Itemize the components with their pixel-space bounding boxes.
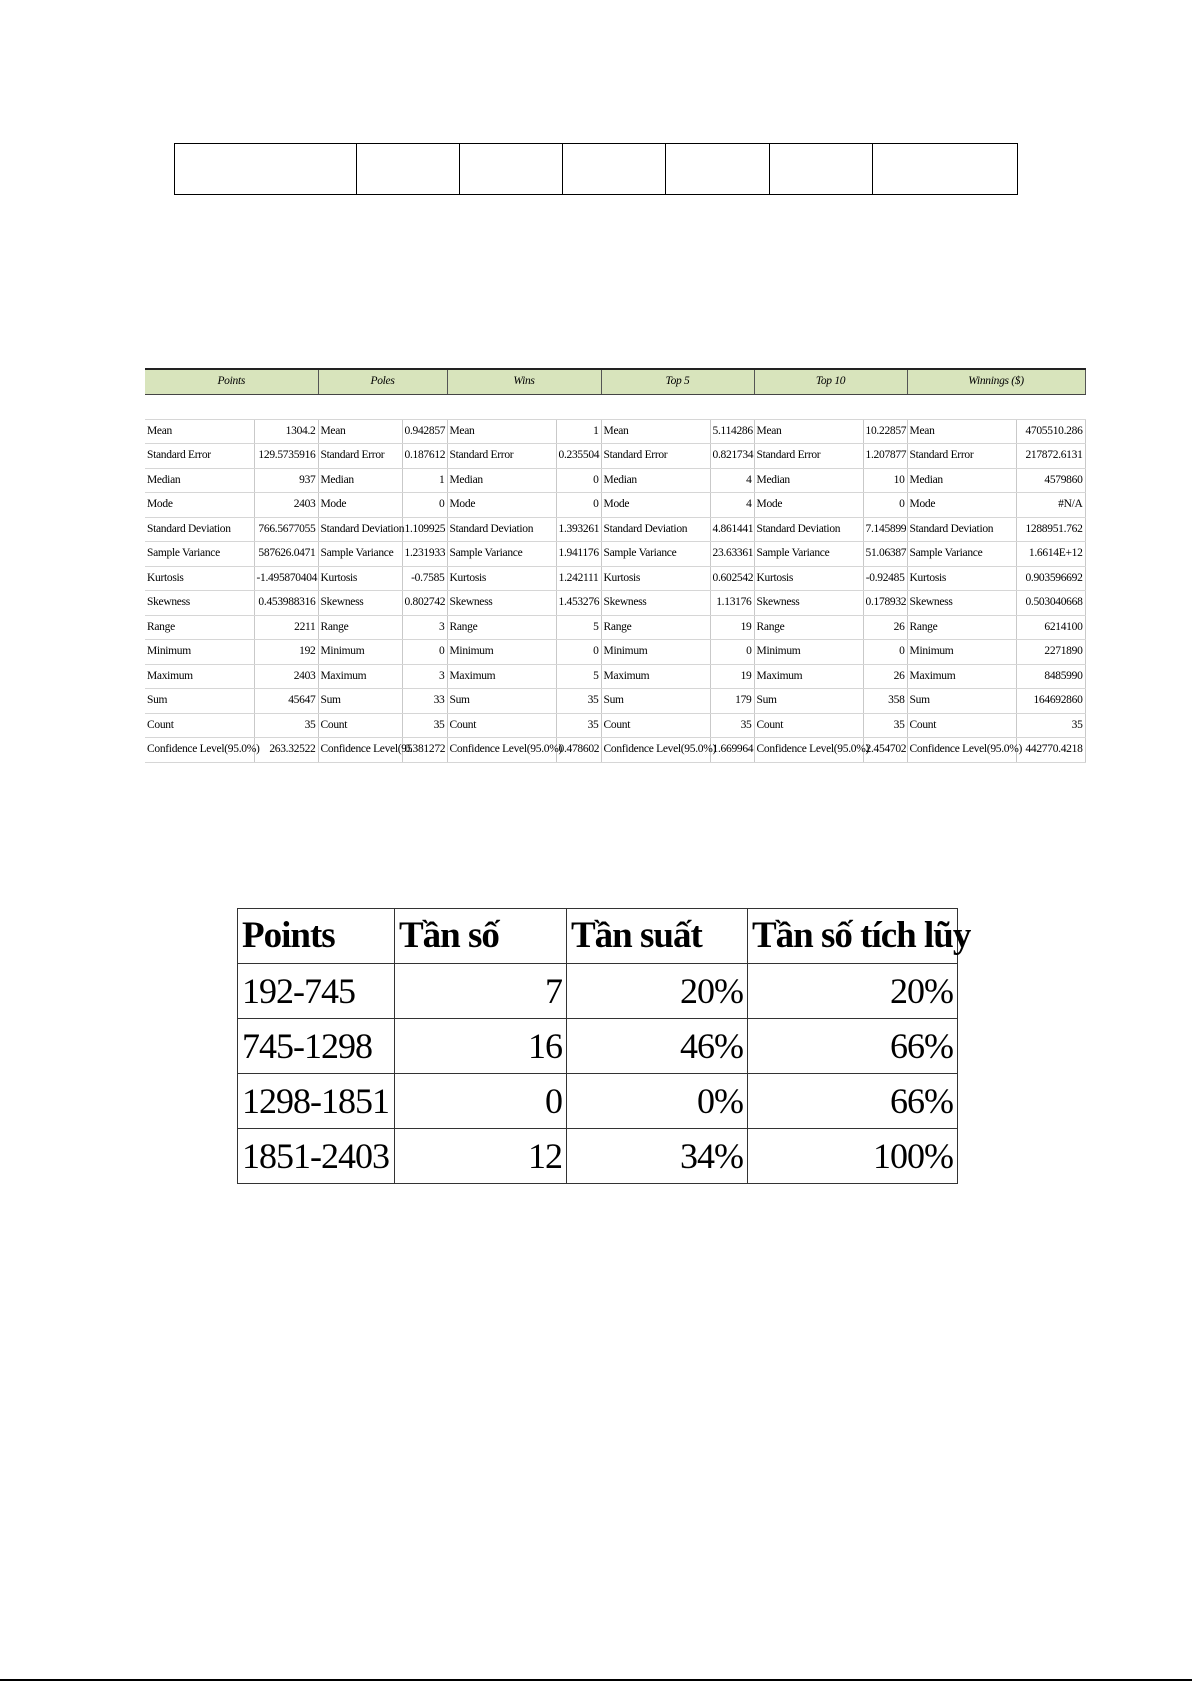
stats-label-cell: Median	[907, 468, 1016, 493]
stats-value-cell: 3	[402, 615, 447, 640]
stats-value-cell: 35	[863, 713, 907, 738]
stats-blank-cell	[754, 394, 863, 419]
stats-blank-cell	[447, 394, 556, 419]
freq-value-cell: 16	[395, 1019, 567, 1074]
stats-value-cell: 1304.2	[254, 419, 318, 444]
stats-label-cell: Kurtosis	[318, 566, 402, 591]
stats-label-cell: Range	[601, 615, 710, 640]
stats-value-cell: 2211	[254, 615, 318, 640]
stats-label-cell: Confidence Level(95.0%)	[754, 738, 863, 763]
stats-label-cell: Minimum	[754, 640, 863, 665]
empty-table	[174, 143, 1018, 195]
stats-label-cell: Sample Variance	[601, 542, 710, 567]
stats-value-cell: 0	[863, 640, 907, 665]
stats-value-cell: 35	[254, 713, 318, 738]
stats-value-cell: 5	[556, 615, 601, 640]
stats-value-cell: 1.6614E+12	[1016, 542, 1085, 567]
stats-row	[145, 640, 1085, 665]
stats-value-cell: 2403	[254, 664, 318, 689]
stats-value-cell: 0.235504	[556, 444, 601, 469]
freq-value-cell: 34%	[567, 1129, 748, 1184]
stats-label-cell: Sample Variance	[447, 542, 556, 567]
freq-value-cell: 12	[395, 1129, 567, 1184]
stats-value-cell: 1.941176	[556, 542, 601, 567]
freq-row	[238, 1074, 958, 1129]
stats-label-cell: Mean	[601, 419, 710, 444]
stats-blank-cell	[318, 394, 402, 419]
stats-row	[145, 444, 1085, 469]
stats-value-cell: 358	[863, 689, 907, 714]
stats-label-cell: Mode	[601, 493, 710, 518]
stats-label-cell: Standard Error	[601, 444, 710, 469]
stats-label-cell: Kurtosis	[145, 566, 254, 591]
stats-value-cell: 0.821734	[710, 444, 754, 469]
stats-blank-row	[145, 394, 1085, 419]
freq-value-cell: 0	[395, 1074, 567, 1129]
stats-label-cell: Skewness	[907, 591, 1016, 616]
stats-value-cell: 4	[710, 468, 754, 493]
stats-label-cell: Median	[601, 468, 710, 493]
stats-label-cell: Sample Variance	[907, 542, 1016, 567]
descriptive-stats-figure	[145, 368, 1085, 762]
stats-row	[145, 615, 1085, 640]
stats-label-cell: Count	[754, 713, 863, 738]
stats-label-cell: Confidence Level(95.0%)	[601, 738, 710, 763]
stats-value-cell: 1.393261	[556, 517, 601, 542]
stats-row	[145, 713, 1085, 738]
stats-label-cell: Sum	[601, 689, 710, 714]
stats-value-cell: 1.669964	[710, 738, 754, 763]
freq-value-cell: 20%	[748, 964, 958, 1019]
freq-range-cell: 745-1298	[238, 1019, 395, 1074]
stats-label-cell: Range	[907, 615, 1016, 640]
stats-label-cell: Range	[145, 615, 254, 640]
stats-value-cell: 0	[556, 468, 601, 493]
stats-value-cell: 19	[710, 664, 754, 689]
freq-column-header: Points	[238, 909, 395, 964]
stats-label-cell: Kurtosis	[447, 566, 556, 591]
stats-value-cell: 35	[402, 713, 447, 738]
stats-column-header: Winnings ($)	[907, 369, 1085, 394]
stats-label-cell: Kurtosis	[754, 566, 863, 591]
freq-row	[238, 1019, 958, 1074]
freq-value-cell: 20%	[567, 964, 748, 1019]
stats-label-cell: Standard Deviation	[601, 517, 710, 542]
stats-label-cell: Standard Deviation	[907, 517, 1016, 542]
stats-label-cell: Kurtosis	[907, 566, 1016, 591]
stats-value-cell: 2271890	[1016, 640, 1085, 665]
stats-value-cell: 0.802742	[402, 591, 447, 616]
stats-label-cell: Count	[447, 713, 556, 738]
stats-label-cell: Median	[447, 468, 556, 493]
freq-row	[238, 1129, 958, 1184]
stats-value-cell: 442770.4218	[1016, 738, 1085, 763]
frequency-table	[237, 908, 971, 1184]
stats-value-cell: 1	[402, 468, 447, 493]
freq-range-cell: 192-745	[238, 964, 395, 1019]
stats-label-cell: Minimum	[318, 640, 402, 665]
stats-row	[145, 591, 1085, 616]
stats-label-cell: Confidence Level(95.0%)	[907, 738, 1016, 763]
stats-value-cell: 4705510.286	[1016, 419, 1085, 444]
stats-label-cell: Mode	[447, 493, 556, 518]
freq-column-header: Tần số	[395, 909, 567, 964]
stats-label-cell: Minimum	[447, 640, 556, 665]
stats-value-cell: 2.454702	[863, 738, 907, 763]
empty-cell	[563, 144, 666, 195]
stats-label-cell: Mode	[145, 493, 254, 518]
stats-label-cell: Sum	[145, 689, 254, 714]
stats-value-cell: 0.381272	[402, 738, 447, 763]
stats-label-cell: Mode	[318, 493, 402, 518]
freq-value-cell: 66%	[748, 1019, 958, 1074]
stats-label-cell: Sample Variance	[318, 542, 402, 567]
freq-range-cell: 1298-1851	[238, 1074, 395, 1129]
stats-value-cell: 6214100	[1016, 615, 1085, 640]
stats-column-header: Points	[145, 369, 318, 394]
empty-cell	[357, 144, 460, 195]
stats-row	[145, 419, 1085, 444]
stats-value-cell: 3	[402, 664, 447, 689]
stats-value-cell: 1.242111	[556, 566, 601, 591]
stats-label-cell: Median	[145, 468, 254, 493]
stats-value-cell: 179	[710, 689, 754, 714]
stats-value-cell: 0	[556, 493, 601, 518]
stats-label-cell: Skewness	[754, 591, 863, 616]
stats-value-cell: 129.5735916	[254, 444, 318, 469]
stats-label-cell: Median	[754, 468, 863, 493]
stats-value-cell: 0.503040668	[1016, 591, 1085, 616]
stats-label-cell: Mean	[754, 419, 863, 444]
stats-value-cell: -0.7585	[402, 566, 447, 591]
stats-blank-cell	[402, 394, 447, 419]
stats-value-cell: 4579860	[1016, 468, 1085, 493]
stats-label-cell: Range	[754, 615, 863, 640]
stats-label-cell: Sum	[447, 689, 556, 714]
stats-value-cell: 0	[402, 493, 447, 518]
stats-value-cell: 26	[863, 664, 907, 689]
stats-row	[145, 493, 1085, 518]
stats-label-cell: Mode	[907, 493, 1016, 518]
freq-value-cell: 7	[395, 964, 567, 1019]
stats-label-cell: Standard Deviation	[447, 517, 556, 542]
empty-cell	[873, 144, 1018, 195]
stats-label-cell: Standard Error	[754, 444, 863, 469]
stats-label-cell: Maximum	[145, 664, 254, 689]
stats-value-cell: 5.114286	[710, 419, 754, 444]
stats-label-cell: Range	[318, 615, 402, 640]
stats-value-cell: 192	[254, 640, 318, 665]
stats-row	[145, 542, 1085, 567]
stats-label-cell: Standard Error	[318, 444, 402, 469]
stats-row	[145, 517, 1085, 542]
stats-label-cell: Mean	[145, 419, 254, 444]
stats-label-cell: Mean	[907, 419, 1016, 444]
stats-label-cell: Sum	[907, 689, 1016, 714]
freq-value-cell: 0%	[567, 1074, 748, 1129]
stats-label-cell: Range	[447, 615, 556, 640]
stats-row	[145, 664, 1085, 689]
stats-value-cell: 0.178932	[863, 591, 907, 616]
stats-value-cell: 35	[556, 713, 601, 738]
stats-label-cell: Standard Error	[907, 444, 1016, 469]
freq-value-cell: 66%	[748, 1074, 958, 1129]
empty-table-row	[175, 144, 1018, 195]
stats-row	[145, 468, 1085, 493]
descriptive-stats-table	[145, 368, 1086, 763]
stats-blank-cell	[1016, 394, 1085, 419]
stats-value-cell: 0.187612	[402, 444, 447, 469]
stats-column-header: Wins	[447, 369, 601, 394]
empty-cell	[666, 144, 770, 195]
stats-value-cell: 1.13176	[710, 591, 754, 616]
freq-value-cell: 46%	[567, 1019, 748, 1074]
stats-label-cell: Kurtosis	[601, 566, 710, 591]
stats-label-cell: Standard Deviation	[754, 517, 863, 542]
stats-blank-cell	[145, 394, 254, 419]
stats-value-cell: 5	[556, 664, 601, 689]
stats-row	[145, 689, 1085, 714]
stats-value-cell: 0.478602	[556, 738, 601, 763]
stats-label-cell: Skewness	[601, 591, 710, 616]
stats-label-cell: Count	[145, 713, 254, 738]
stats-label-cell: Standard Deviation	[145, 517, 254, 542]
stats-value-cell: 0.903596692	[1016, 566, 1085, 591]
stats-value-cell: 35	[1016, 713, 1085, 738]
freq-column-header: Tần số tích lũy	[748, 909, 958, 964]
empty-cell	[770, 144, 873, 195]
stats-blank-cell	[556, 394, 601, 419]
stats-label-cell: Mean	[318, 419, 402, 444]
stats-label-cell: Maximum	[754, 664, 863, 689]
empty-cell	[460, 144, 563, 195]
stats-value-cell: 0	[863, 493, 907, 518]
stats-label-cell: Confidence Level(95.0%)	[145, 738, 254, 763]
stats-value-cell: 1.453276	[556, 591, 601, 616]
stats-value-cell: 8485990	[1016, 664, 1085, 689]
stats-value-cell: 766.5677055	[254, 517, 318, 542]
stats-value-cell: 4	[710, 493, 754, 518]
stats-blank-cell	[601, 394, 710, 419]
stats-label-cell: Standard Error	[145, 444, 254, 469]
stats-blank-cell	[863, 394, 907, 419]
stats-value-cell: 263.32522	[254, 738, 318, 763]
stats-value-cell: 45647	[254, 689, 318, 714]
stats-label-cell: Confidence Level(95	[318, 738, 402, 763]
stats-blank-cell	[710, 394, 754, 419]
stats-label-cell: Maximum	[601, 664, 710, 689]
stats-blank-cell	[254, 394, 318, 419]
stats-label-cell: Confidence Level(95.0%)	[447, 738, 556, 763]
stats-label-cell: Mode	[754, 493, 863, 518]
stats-value-cell: 164692860	[1016, 689, 1085, 714]
stats-value-cell: 587626.0471	[254, 542, 318, 567]
page-bottom-rule	[0, 1679, 1192, 1681]
stats-label-cell: Sum	[318, 689, 402, 714]
stats-label-cell: Standard Error	[447, 444, 556, 469]
stats-column-header: Top 5	[601, 369, 754, 394]
stats-value-cell: #N/A	[1016, 493, 1085, 518]
stats-value-cell: 0.942857	[402, 419, 447, 444]
stats-value-cell: -1.495870404	[254, 566, 318, 591]
freq-header-row	[238, 909, 958, 964]
stats-value-cell: 0	[556, 640, 601, 665]
stats-value-cell: 7.145899	[863, 517, 907, 542]
stats-value-cell: 937	[254, 468, 318, 493]
stats-value-cell: 23.63361	[710, 542, 754, 567]
stats-value-cell: 1.207877	[863, 444, 907, 469]
stats-value-cell: 1.231933	[402, 542, 447, 567]
stats-value-cell: 0.453988316	[254, 591, 318, 616]
stats-label-cell: Sample Variance	[145, 542, 254, 567]
stats-value-cell: 0	[402, 640, 447, 665]
stats-label-cell: Sum	[754, 689, 863, 714]
stats-label-cell: Maximum	[447, 664, 556, 689]
stats-value-cell: 1	[556, 419, 601, 444]
stats-label-cell: Count	[318, 713, 402, 738]
stats-label-cell: Maximum	[318, 664, 402, 689]
stats-label-cell: Skewness	[447, 591, 556, 616]
stats-label-cell: Mean	[447, 419, 556, 444]
freq-column-header: Tần suất	[567, 909, 748, 964]
stats-value-cell: 217872.6131	[1016, 444, 1085, 469]
stats-value-cell: 35	[556, 689, 601, 714]
stats-label-cell: Skewness	[318, 591, 402, 616]
stats-label-cell: Minimum	[601, 640, 710, 665]
stats-row	[145, 738, 1085, 763]
stats-value-cell: 1288951.762	[1016, 517, 1085, 542]
stats-column-header: Top 10	[754, 369, 907, 394]
stats-label-cell: Sample Variance	[754, 542, 863, 567]
stats-label-cell: Median	[318, 468, 402, 493]
stats-label-cell: Maximum	[907, 664, 1016, 689]
stats-label-cell: Minimum	[145, 640, 254, 665]
stats-value-cell: 0	[710, 640, 754, 665]
stats-value-cell: 35	[710, 713, 754, 738]
stats-value-cell: 10	[863, 468, 907, 493]
stats-label-cell: Standard Deviation	[318, 517, 402, 542]
stats-value-cell: 1.109925	[402, 517, 447, 542]
freq-range-cell: 1851-2403	[238, 1129, 395, 1184]
stats-label-cell: Count	[907, 713, 1016, 738]
stats-label-cell: Minimum	[907, 640, 1016, 665]
stats-row	[145, 566, 1085, 591]
stats-value-cell: 2403	[254, 493, 318, 518]
stats-value-cell: 4.861441	[710, 517, 754, 542]
stats-value-cell: 0.602542	[710, 566, 754, 591]
stats-value-cell: -0.92485	[863, 566, 907, 591]
stats-blank-cell	[907, 394, 1016, 419]
stats-label-cell: Skewness	[145, 591, 254, 616]
stats-value-cell: 19	[710, 615, 754, 640]
stats-value-cell: 26	[863, 615, 907, 640]
freq-row	[238, 964, 958, 1019]
stats-value-cell: 33	[402, 689, 447, 714]
empty-cell	[175, 144, 357, 195]
stats-label-cell: Count	[601, 713, 710, 738]
stats-value-cell: 51.06387	[863, 542, 907, 567]
stats-value-cell: 10.22857	[863, 419, 907, 444]
stats-header-row	[145, 369, 1085, 394]
stats-column-header: Poles	[318, 369, 447, 394]
freq-value-cell: 100%	[748, 1129, 958, 1184]
